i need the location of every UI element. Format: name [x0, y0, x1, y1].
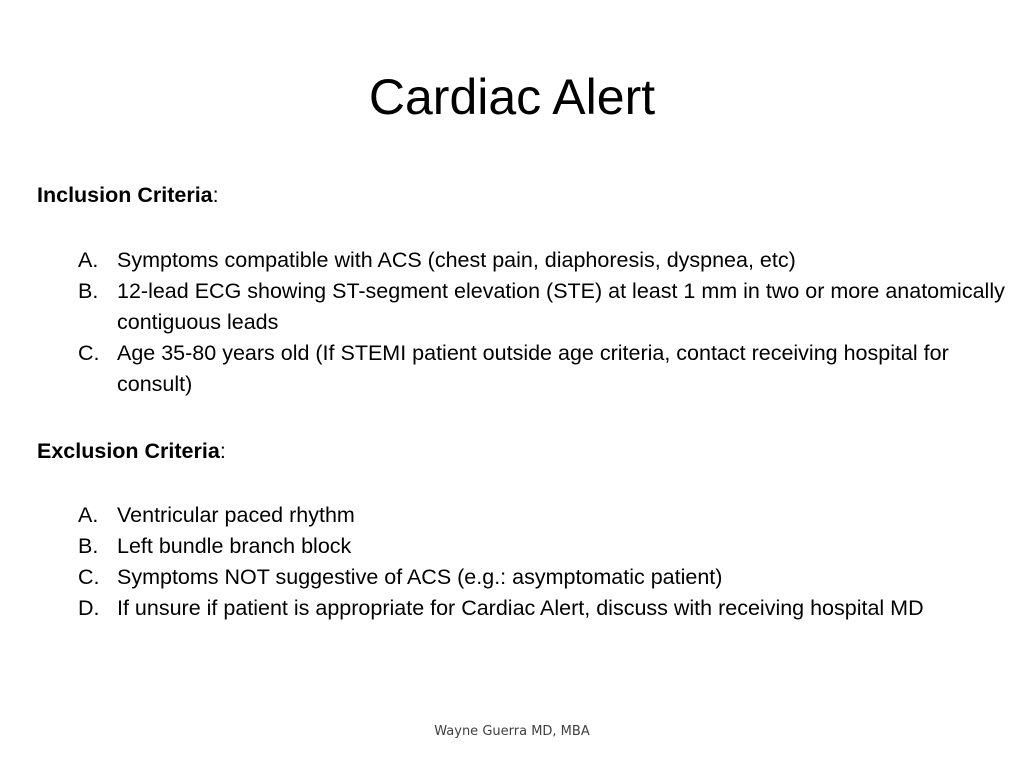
- list-item-letter: D.: [78, 596, 100, 620]
- exclusion-item-c: [78, 562, 1008, 593]
- list-item-text: 12-lead ECG showing ST-segment elevation (STE) at least 1 mm in two or more anatomically contiguous leads: [117, 279, 1005, 334]
- inclusion-item-b: [78, 276, 1008, 338]
- list-item-text: Symptoms NOT suggestive of ACS (e.g.: asymptomatic patient): [117, 565, 723, 589]
- exclusion-item-a: [78, 500, 1008, 531]
- inclusion-heading-colon: :: [212, 183, 219, 207]
- list-item-letter: A.: [78, 248, 99, 272]
- list-item-letter: B.: [78, 279, 99, 303]
- inclusion-heading-label: Inclusion Criteria: [37, 183, 213, 207]
- list-item-letter: C.: [78, 341, 100, 365]
- list-item-letter: B.: [78, 534, 99, 558]
- slide-title: Cardiac Alert: [368, 69, 656, 125]
- list-item-text: Age 35-80 years old (If STEMI patient outside age criteria, contact receiving hospital for consult): [117, 341, 949, 396]
- inclusion-item-a: [78, 245, 1008, 276]
- inclusion-list: [78, 245, 1008, 400]
- list-item-text: If unsure if patient is appropriate for Cardiac Alert, discuss with receiving hospital MD: [117, 596, 924, 620]
- list-item-text: Symptoms compatible with ACS (chest pain, diaphoresis, dyspnea, etc): [117, 248, 796, 272]
- exclusion-item-d: [78, 593, 1008, 624]
- list-item-text: Left bundle branch block: [117, 534, 352, 558]
- exclusion-list: [78, 500, 1008, 624]
- list-item-text: Ventricular paced rhythm: [117, 503, 355, 527]
- exclusion-item-b: [78, 531, 1008, 562]
- inclusion-heading: [37, 181, 219, 209]
- inclusion-item-c: [78, 338, 1008, 400]
- exclusion-heading-colon: :: [219, 439, 226, 463]
- list-item-letter: C.: [78, 565, 100, 589]
- exclusion-heading-label: Exclusion Criteria: [37, 439, 220, 463]
- exclusion-heading: [37, 437, 226, 465]
- footer-author: Wayne Guerra MD, MBA: [434, 724, 590, 739]
- list-item-letter: A.: [78, 503, 99, 527]
